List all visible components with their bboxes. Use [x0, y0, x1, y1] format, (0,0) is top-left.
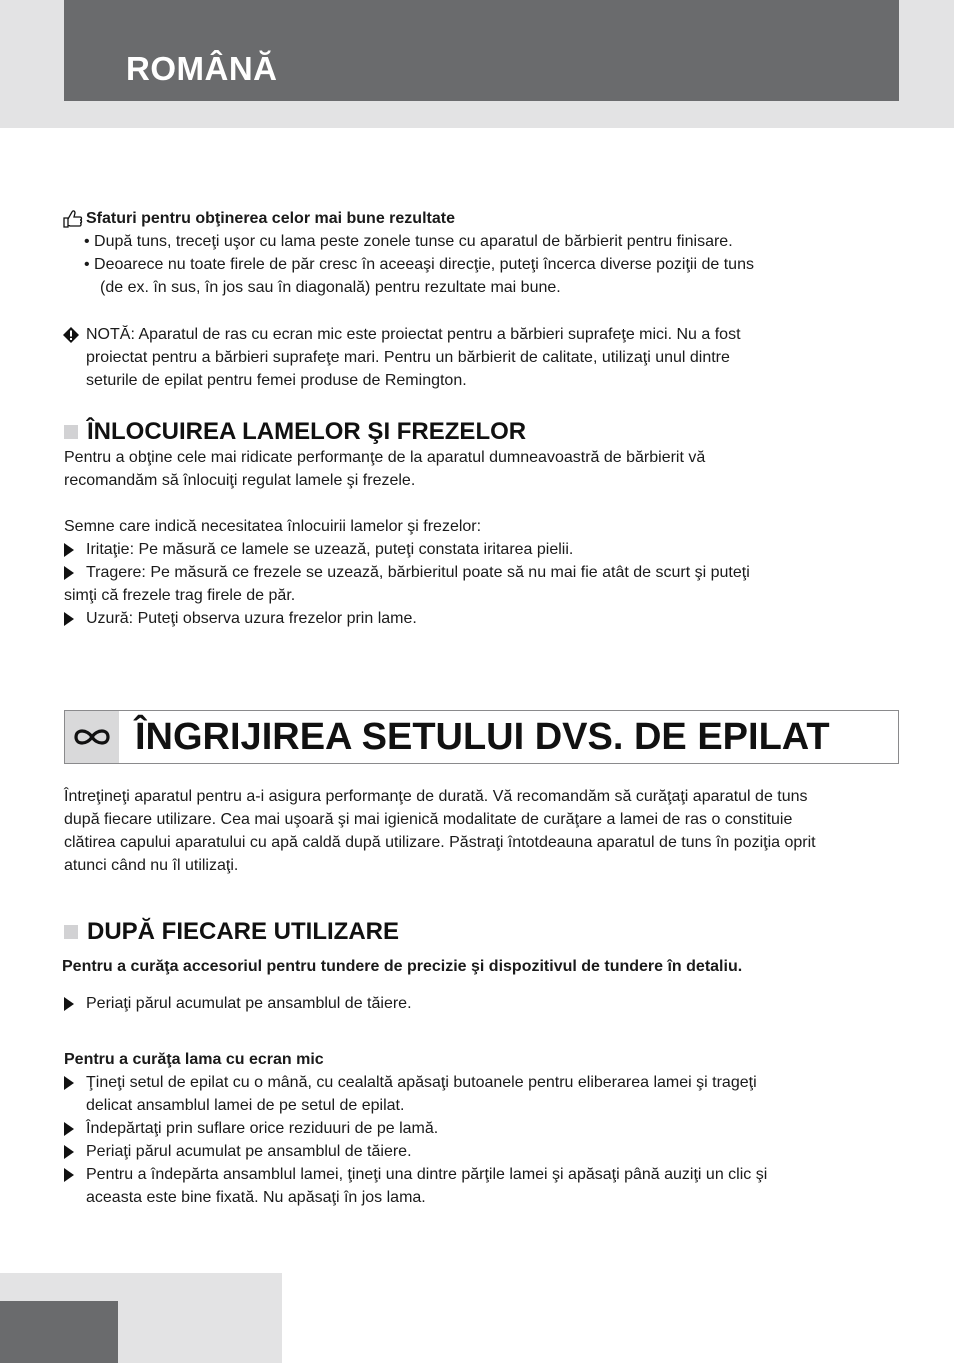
- arrow-bullet-icon: [64, 566, 74, 580]
- infinity-icon-box: [65, 711, 119, 763]
- list-item-text: Pentru a îndepărta ansamblul lamei, ţineţi una dintre părţile lamei şi apăsaţi până auziţi un clic şi: [86, 1166, 768, 1183]
- list-item: [64, 1117, 884, 1140]
- signs-intro: Semne care indică necesitatea înlocuirii lamelor şi frezelor:: [64, 518, 482, 535]
- list-item-cont: simţi că frezele trag firele de păr.: [64, 587, 296, 604]
- warning-icon: [62, 326, 80, 344]
- foil-list: [64, 1071, 884, 1209]
- arrow-bullet-icon: [64, 543, 74, 557]
- tip-item-1: • După tuns, treceţi uşor cu lama peste zonele tunse cu aparatul de bărbierit pentru finisare.: [84, 233, 733, 250]
- section-heading-after-use: [64, 918, 399, 946]
- tips-heading: Sfaturi pentru obţinerea celor mai bune rezultate: [86, 210, 455, 227]
- care-line-1: Întreţineţi aparatul pentru a-i asigura performanţe de durată. Vă recomandăm să curăţaţi aparatul de tuns: [64, 788, 808, 805]
- thumbs-up-icon: [62, 209, 84, 229]
- list-item-text: Ţineţi setul de epilat cu o mână, cu cealaltă apăsaţi butoanele pentru eliberarea lamei şi trageţi: [86, 1074, 757, 1091]
- arrow-bullet-icon: [64, 1145, 74, 1159]
- care-paragraph: [64, 785, 904, 877]
- section1-intro-line-2: recomandăm să înlocuiţi regulat lamele şi frezele.: [64, 472, 416, 489]
- list-item-text: Periaţi părul acumulat pe ansamblul de tăiere.: [86, 995, 412, 1012]
- arrow-bullet-icon: [64, 1168, 74, 1182]
- precision-subheading: Pentru a curăţa accesoriul pentru tundere de precizie şi dispozitivul de tundere în detaliu.: [62, 958, 743, 975]
- arrow-bullet-icon: [64, 612, 74, 626]
- signs-list: [64, 538, 884, 630]
- list-item-text: Îndepărtaţi prin suflare orice reziduuri de pe lamă.: [86, 1120, 439, 1137]
- list-item-cont: delicat ansamblul lamei de pe setul de epilat.: [86, 1097, 405, 1114]
- care-title: ÎNGRIJIREA SETULUI DVS. DE EPILAT: [135, 716, 830, 758]
- list-item: [64, 1140, 884, 1163]
- list-item: [64, 538, 884, 561]
- square-bullet-icon: [64, 425, 78, 439]
- section-heading-replacement: [64, 418, 526, 446]
- section1-intro: [64, 446, 884, 492]
- list-item-text: Iritaţie: Pe măsură ce lamele se uzează, puteţi constata iritarea pielii.: [86, 541, 574, 558]
- foil-subheading: Pentru a curăţa lama cu ecran mic: [64, 1051, 324, 1068]
- tip-item-2: • Deoarece nu toate firele de păr cresc în aceeaşi direcţie, puteţi încerca diverse poziţii de tuns: [84, 256, 754, 273]
- section1-intro-line-1: Pentru a obţine cele mai ridicate performanţe de la aparatul dumneavoastră de bărbierit vă: [64, 449, 706, 466]
- section-heading-text: DUPĂ FIECARE UTILIZARE: [87, 918, 399, 945]
- tips-block: [62, 207, 862, 299]
- care-line-3: clătirea capului aparatului cu apă caldă după utilizare. Păstraţi întotdeauna aparatul de tuns în poziţia oprit: [64, 834, 816, 851]
- list-item: [64, 561, 884, 584]
- footer-dark-block: [0, 1301, 118, 1363]
- list-item: [64, 1071, 884, 1094]
- list-item-text: Uzură: Puteţi observa uzura frezelor prin lame.: [86, 610, 417, 627]
- care-line-4: atunci când nu îl utilizaţi.: [64, 857, 239, 874]
- note-line-2: proiectat pentru a bărbieri suprafeţe mari. Pentru un bărbierit de calitate, utilizaţi unul dintre: [86, 349, 730, 366]
- list-item-cont: aceasta este bine fixată. Nu apăsaţi în jos lama.: [86, 1189, 426, 1206]
- precision-list: [64, 992, 884, 1015]
- list-item: [64, 607, 884, 630]
- list-item-text: Tragere: Pe măsură ce frezele se uzează, bărbieritul poate să nu mai fie atât de scurt şi puteţi: [86, 564, 750, 581]
- tip-item-2-cont: (de ex. în sus, în jos sau în diagonală) pentru rezultate mai bune.: [100, 279, 561, 296]
- arrow-bullet-icon: [64, 1076, 74, 1090]
- page-title: ROMÂNĂ: [126, 50, 278, 87]
- list-item: [64, 992, 884, 1015]
- note-line-1: NOTĂ: Aparatul de ras cu ecran mic este proiectat pentru a bărbieri suprafeţe mici. Nu a fost: [86, 326, 741, 343]
- infinity-icon: [70, 725, 114, 749]
- tips-heading-row: [62, 207, 862, 230]
- note-block: [62, 323, 862, 392]
- section-heading-text: ÎNLOCUIREA LAMELOR ŞI FREZELOR: [87, 418, 527, 445]
- list-item-text: Periaţi părul acumulat pe ansamblul de tăiere.: [86, 1143, 412, 1160]
- square-bullet-icon: [64, 925, 78, 939]
- arrow-bullet-icon: [64, 1122, 74, 1136]
- arrow-bullet-icon: [64, 997, 74, 1011]
- care-line-2: după fiecare utilizare. Cea mai uşoară şi mai igienică modalitate de curăţare a lamei de ras o constituie: [64, 811, 793, 828]
- note-line-3: seturile de epilat pentru femei produse de Remington.: [86, 372, 467, 389]
- care-heading-box: [64, 710, 899, 764]
- list-item: [64, 1163, 884, 1186]
